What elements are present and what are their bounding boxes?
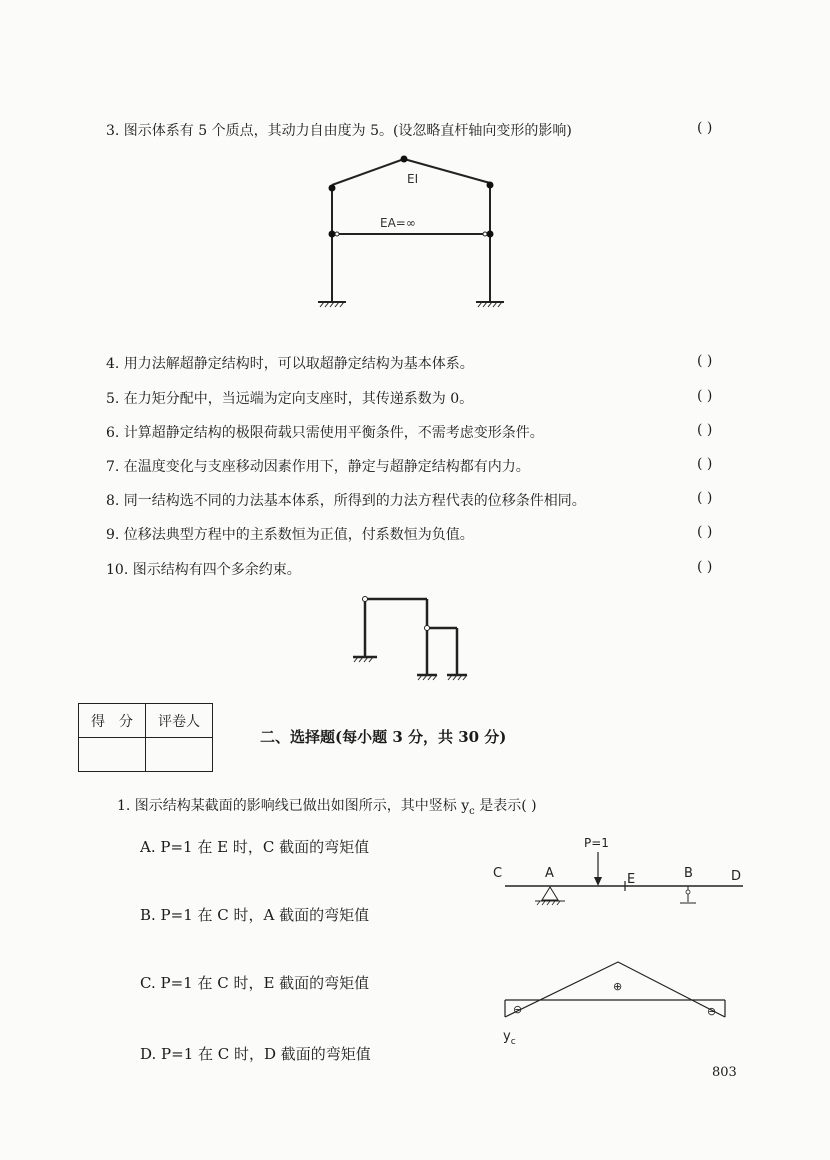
answer-blank-6[interactable]: ( ) [697, 422, 713, 438]
mass-point [401, 156, 408, 163]
pin-support [542, 887, 558, 900]
question-7: 7. 在温度变化与支座移动因素作用下，静定与超静定结构都有内力。 [106, 459, 530, 475]
answer-blank-10[interactable]: ( ) [697, 559, 713, 575]
answer-blank-4[interactable]: ( ) [697, 353, 713, 369]
point-b: B [684, 866, 693, 881]
point-e: E [627, 872, 636, 887]
yc-label: $y_c$ [503, 1029, 516, 1047]
mass-point [487, 182, 494, 189]
question-3: 3. 图示体系有 5 个质点，其动力自由度为 5。(设忽略直杆轴向变形的影响) [106, 123, 572, 139]
point-c: C [493, 866, 503, 881]
question-8: 8. 同一结构选不同的力法基本体系，所得到的力法方程代表的位移条件相同。 [106, 493, 586, 509]
question-9: 9. 位移法典型方程中的主系数恒为正值，付系数恒为负值。 [106, 527, 474, 543]
mc-question-text-end: 是表示( ) [474, 798, 537, 814]
answer-blank-3[interactable]: ( ) [697, 120, 713, 136]
negative-sign-left: ⊖ [513, 1003, 523, 1016]
answer-blank-9[interactable]: ( ) [697, 524, 713, 540]
question-10: 10. 图示结构有四个多余约束。 [106, 562, 301, 578]
positive-sign: ⊕ [613, 980, 623, 993]
question-6: 6. 计算超静定结构的极限荷载只需使用平衡条件，不需考虑变形条件。 [106, 425, 544, 441]
section-title: 二、选择题(每小题 3 分，共 30 分) [260, 728, 507, 746]
hinge [363, 597, 368, 602]
grader-header: 评卷人 [146, 704, 213, 738]
option-d[interactable]: D. P=1 在 C 时，D 截面的弯矩值 [140, 1045, 371, 1063]
frame-figure-q10 [345, 590, 475, 685]
ea-label: EA=∞ [380, 216, 416, 230]
point-a: A [545, 866, 554, 881]
score-table [78, 703, 213, 772]
influence-line-figure [495, 955, 735, 1055]
score-header: 得 分 [79, 704, 146, 738]
option-c[interactable]: C. P=1 在 C 时，E 截面的弯矩值 [140, 974, 370, 992]
hinge [425, 626, 430, 631]
mc-question-sub: c [469, 805, 475, 817]
page-number: 803 [712, 1065, 737, 1080]
beam-figure [485, 830, 755, 920]
mc-question-text: 1. 图示结构某截面的影响线已做出如图所示，其中竖标 y [117, 798, 470, 814]
option-a[interactable]: A. P=1 在 E 时，C 截面的弯矩值 [140, 838, 370, 856]
mc-question-1 [117, 795, 537, 817]
question-4: 4. 用力法解超静定结构时，可以取超静定结构为基本体系。 [106, 356, 474, 372]
question-5: 5. 在力矩分配中，当远端为定向支座时，其传递系数为 0。 [106, 391, 474, 407]
mass-point [487, 231, 494, 238]
answer-blank-5[interactable]: ( ) [697, 388, 713, 404]
ei-label: EI [407, 172, 419, 186]
grader-cell[interactable] [146, 738, 213, 772]
option-b[interactable]: B. P=1 在 C 时，A 截面的弯矩值 [140, 906, 370, 924]
mass-point [329, 185, 336, 192]
negative-sign-right: ⊖ [707, 1005, 717, 1018]
answer-blank-8[interactable]: ( ) [697, 490, 713, 506]
answer-blank-7[interactable]: ( ) [697, 456, 713, 472]
score-cell[interactable] [79, 738, 146, 772]
mass-point [329, 231, 336, 238]
load-arrow [594, 877, 602, 886]
load-label: P=1 [584, 836, 609, 850]
frame-figure-q3 [310, 150, 510, 310]
point-d: D [731, 869, 742, 884]
